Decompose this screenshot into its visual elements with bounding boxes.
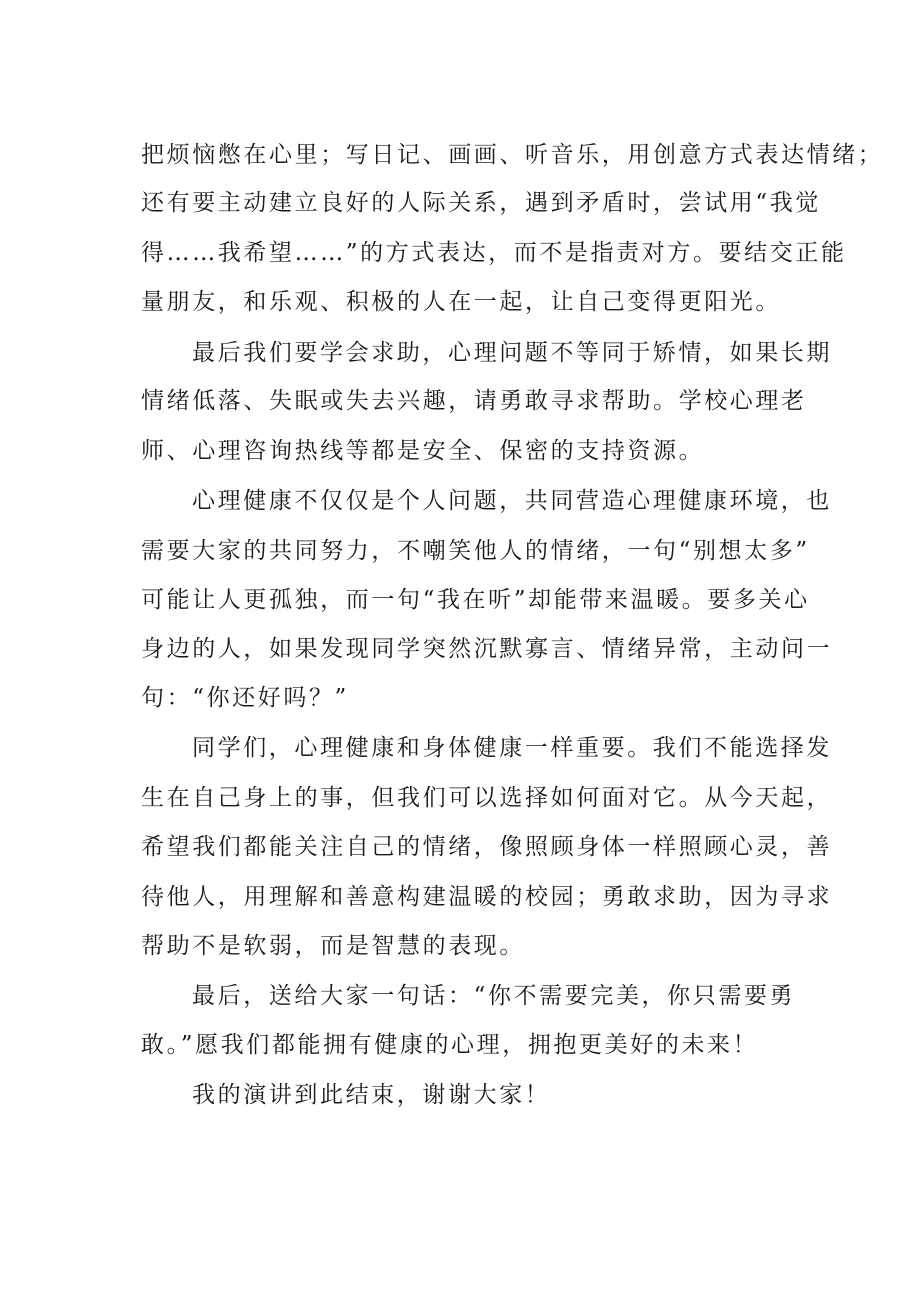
text-line: 句：“你还好吗？” (141, 685, 349, 711)
text-line: 可能让人更孤独，而一句“我在听”却能带来温暖。要多关心 (141, 587, 810, 613)
text-line: 把烦恼憋在心里；写日记、画画、听音乐，用创意方式表达情绪； (141, 142, 884, 168)
paragraph-first-line: 最后，送给大家一句话：“你不需要完美，你只需要勇 (192, 983, 796, 1009)
text-line: 待他人，用理解和善意构建温暖的校园；勇敢求助，因为寻求 (141, 884, 833, 910)
text-line: 情绪低落、失眠或失去兴趣，请勇敢寻求帮助。学校心理老 (141, 388, 807, 414)
text-line: 敢。”愿我们都能拥有健康的心理，拥抱更美好的未来！ (141, 1032, 759, 1058)
text-line: 量朋友，和乐观、积极的人在一起，让自己变得更阳光。 (141, 289, 781, 315)
text-line: 生在自己身上的事，但我们可以选择如何面对它。从今天起， (141, 785, 833, 811)
text-line: 帮助不是软弱，而是智慧的表现。 (141, 933, 525, 959)
closing-line: 我的演讲到此结束，谢谢大家！ (192, 1082, 551, 1108)
paragraph-first-line: 同学们，心理健康和身体健康一样重要。我们不能选择发 (192, 735, 832, 761)
paragraph-first-line: 心理健康不仅仅是个人问题，共同营造心理健康环境，也 (192, 488, 832, 514)
paragraph-first-line: 最后我们要学会求助，心理问题不等同于矫情，如果长期 (192, 340, 832, 366)
text-line: 师、心理咨询热线等都是安全、保密的支持资源。 (141, 438, 705, 464)
text-line: 需要大家的共同努力，不嘲笑他人的情绪，一句“别想太多” (141, 538, 810, 564)
text-line: 还有要主动建立良好的人际关系，遇到矛盾时，尝试用“我觉 (141, 190, 821, 216)
text-line: 得……我希望……”的方式表达，而不是指责对方。要结交正能 (141, 240, 847, 266)
text-line: 身边的人，如果发现同学突然沉默寡言、情绪异常，主动问一 (141, 636, 833, 662)
text-line: 希望我们都能关注自己的情绪，像照顾身体一样照顾心灵，善 (141, 834, 833, 860)
